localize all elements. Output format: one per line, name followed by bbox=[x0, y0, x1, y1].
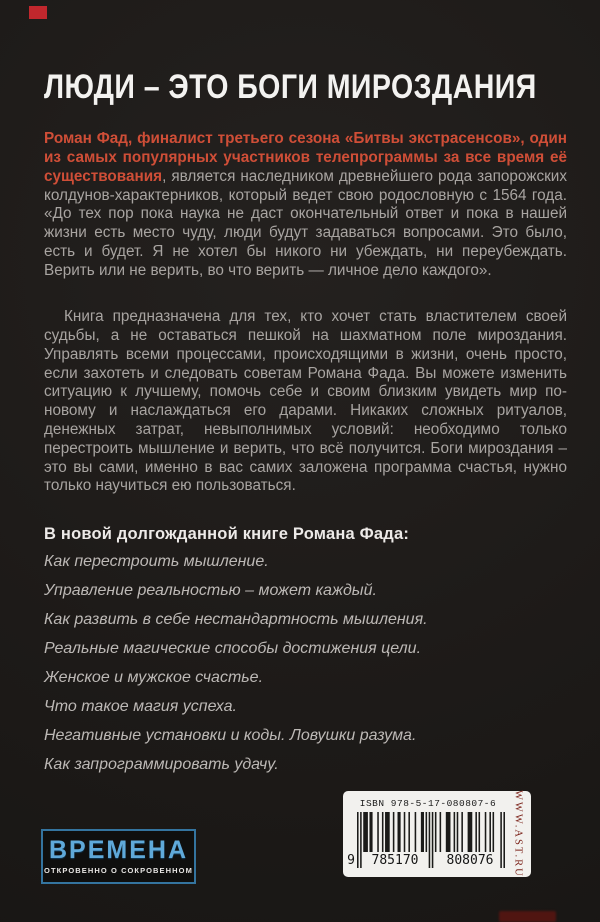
intro-paragraph bbox=[44, 130, 567, 280]
list-item: Как развить в себе нестандартность мышления. bbox=[44, 611, 428, 628]
barcode-bars bbox=[347, 812, 505, 868]
book-title: ЛЮДИ – ЭТО БОГИ МИРОЗДАНИЯ bbox=[44, 67, 537, 106]
list-item: Женское и мужское счастье. bbox=[44, 669, 264, 686]
barcode-digit-group: 9 bbox=[347, 853, 355, 868]
isbn-label: ISBN 978-5-17-080807-6 bbox=[359, 798, 497, 809]
description-paragraph: Книга предназначена для тех, кто хочет стать властителем своей судьбы, а не оставаться пешкой на шахматном поле мироздания. Управлять всеми процессами, происходящими в жизни, очень просто, если захотеть и следовать советам Романа Фада. Вы можете изменить ситуацию к лучшему, помочь себе и своим близким увидеть мир по-новому и наслаждаться его дарами. Никаких сложных ритуалов, денежных затрат, невыполнимых условий: необходимо только перестроить мышление и верить, что всё получится. Боги мироздания – это вы сами, именно в вас самих заложена программа счастья, нужно только научиться ею пользоваться. bbox=[44, 308, 567, 495]
list-item: Что такое магия успеха. bbox=[44, 698, 237, 715]
red-corner-mark bbox=[29, 6, 47, 19]
list-item: Реальные магические способы достижения цели. bbox=[44, 640, 422, 657]
list-item: Управление реальностью – может каждый. bbox=[44, 582, 377, 599]
publisher-tagline: ОТКРОВЕННО О СОКРОВЕННОМ bbox=[44, 866, 193, 875]
list-item: Как перестроить мышление. bbox=[44, 553, 269, 570]
list-item: Как запрограммировать удачу. bbox=[44, 756, 279, 773]
topics-list bbox=[44, 547, 567, 779]
red-smudge-mark bbox=[499, 911, 556, 922]
publisher-website: WWW.AST.RU bbox=[512, 790, 524, 878]
barcode-block bbox=[343, 791, 531, 877]
intro-rest-text: , является наследником древнейшего рода запорожских колдунов-характерников, который ведет свою родословную с 1564 года. «До тех пор пока наука не даст окончательный ответ и пока в нашей жизни есть место чуду, люди будут задаваться вопросами. Это было, есть и будет. Я не хотел бы никого ни убеждать, ни переубеждать. Верить или не верить, во что верить — личное дело каждого». bbox=[44, 167, 567, 279]
list-heading: В новой долгожданной книге Романа Фада: bbox=[44, 524, 410, 543]
publisher-logo bbox=[41, 829, 196, 884]
publisher-brand: ВРЕМЕНА bbox=[48, 836, 188, 864]
list-item: Негативные установки и коды. Ловушки разума. bbox=[44, 727, 417, 744]
barcode-digit-group: 785170 bbox=[371, 853, 419, 868]
intro-highlight-text: Роман Фад, финалист третьего сезона «Битвы экстрасенсов», один из самых популярных участников телепрограммы за все время её существования bbox=[44, 130, 567, 185]
barcode-digit-group: 808076 bbox=[446, 853, 494, 868]
